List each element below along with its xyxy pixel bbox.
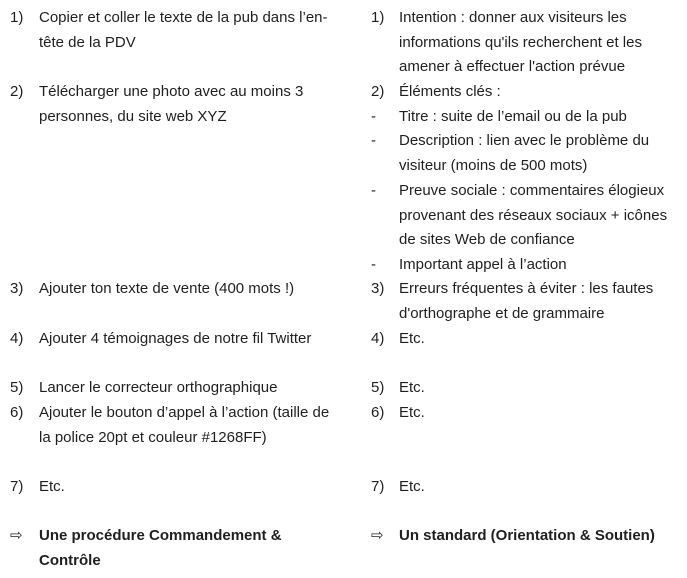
list-item-text: Ajouter ton texte de vente (400 mots !) [39,280,295,297]
list-marker: 7) [371,478,385,495]
list-item-text: Etc. [39,478,65,495]
arrow-right-icon: ⇨ [371,527,384,544]
list-marker: 7) [10,478,24,495]
list-marker: 4) [10,330,24,347]
list-item-text: Etc. [399,404,425,421]
list-marker: 4) [371,330,385,347]
list-marker: 1) [10,9,24,26]
list-marker: 2) [10,83,24,100]
list-marker: 2) [371,83,385,100]
list-marker: - [371,108,376,125]
list-item-text: Preuve sociale : commentaires élogieux provenant des réseaux sociaux + icônes de sites Web de confiance [399,182,668,248]
list-item-text: Erreurs fréquentes à éviter : les fautes d'orthographe et de grammaire [399,280,654,322]
list-item-text: Éléments clés : [399,83,501,100]
list-marker: 5) [371,379,385,396]
list-item-text: Ajouter 4 témoignages de notre fil Twitter [39,330,312,347]
list-item-text: Etc. [399,478,425,495]
list-item-text: Intention : donner aux visiteurs les informations qu'ils recherchent et les amener à effectuer l'action prévue [399,9,642,75]
list-item-text: Etc. [399,379,425,396]
list-marker: 3) [371,280,385,297]
list-item-text: Important appel à l’action [399,256,567,273]
list-marker: 5) [10,379,24,396]
list-marker: - [371,182,376,199]
list-item-text: Etc. [399,330,425,347]
list-marker: 6) [371,404,385,421]
arrow-right-icon: ⇨ [10,527,23,544]
list-marker: 6) [10,404,24,421]
list-item-text: Description : lien avec le problème du visiteur (moins de 500 mots) [399,132,650,174]
list-item-text: Ajouter le bouton d’appel à l’action (taille de la police 20pt et couleur #1268FF) [39,404,330,446]
list-marker: - [371,256,376,273]
conclusion-text: Une procédure Commandement & Contrôle [39,527,282,569]
list-marker: 1) [371,9,385,26]
list-item-text: Copier et coller le texte de la pub dans l’en-tête de la PDV [39,9,328,51]
list-item-text: Lancer le correcteur orthographique [39,379,278,396]
list-item-text: Télécharger une photo avec au moins 3 personnes, du site web XYZ [39,83,304,125]
list-marker: - [371,132,376,149]
list-marker: 3) [10,280,24,297]
list-item-text: Titre : suite de l’email ou de la pub [399,108,627,125]
conclusion-text: Un standard (Orientation & Soutien) [399,527,655,544]
